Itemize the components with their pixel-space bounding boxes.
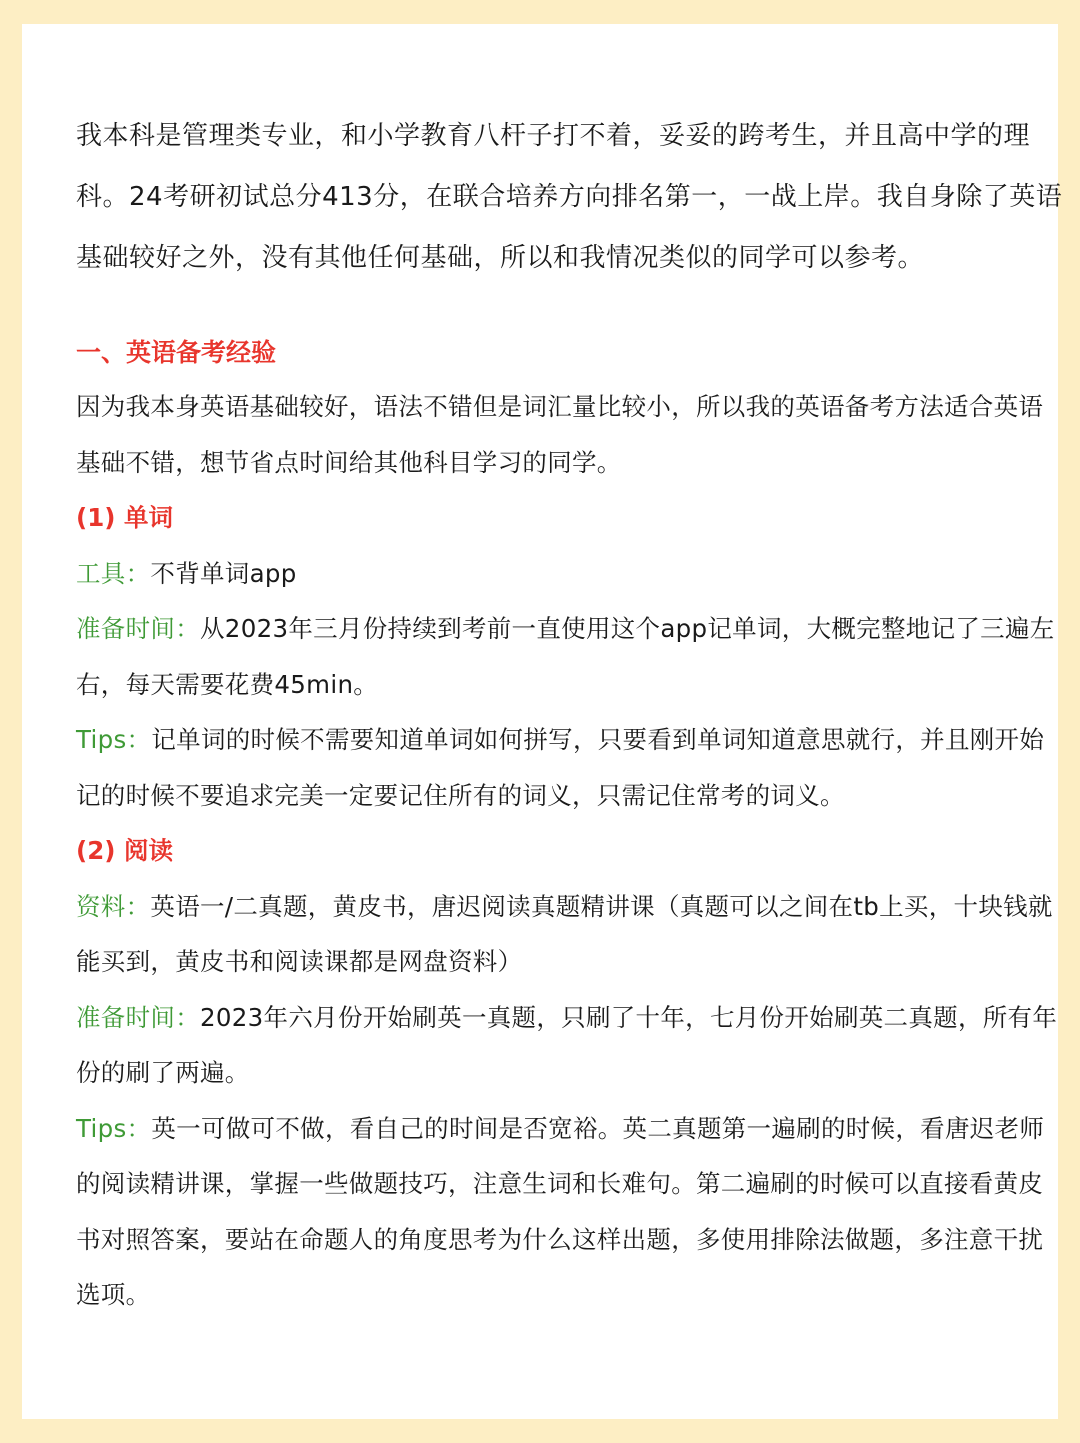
tips-text: 记单词的时候不需要知道单词如何拼写，只要看到单词知道意思就行，并且刚开始记的时候不要追求完美一定要记住所有的词义，只需记住常考的词义。 (76, 725, 1045, 810)
subsection-title-vocab: (1) 单词 (76, 503, 173, 532)
tips-label: Tips： (76, 725, 152, 754)
tool-text: 不背单词app (150, 558, 297, 588)
vocab-time-paragraph (76, 601, 1066, 712)
tool-label: 工具： (76, 558, 151, 588)
tips-label: Tips： (76, 1113, 152, 1143)
content-card (22, 24, 1063, 1419)
time-label: 准备时间： (76, 614, 200, 643)
time-text: 2023年六月份开始刷英一真题，只刷了十年，七月份开始刷英二真题，所有年份的刷了两遍。 (76, 1002, 1058, 1087)
section-intro-paragraph: 因为我本身英语基础较好，语法不错但是词汇量比较小，所以我的英语备考方法适合英语基础不错，想节省点时间给其他科目学习的同学。 (76, 392, 1044, 477)
vocab-tool-paragraph (76, 546, 1066, 602)
material-label: 资料： (76, 891, 151, 921)
intro-paragraph: 我本科是管理类专业，和小学教育八杆子打不着，妥妥的跨考生，并且高中学的理科。24考研初试总分413分，在联合培养方向排名第一，一战上岸。我自身除了英语基础较好之外，没有其他任何基础，所以和我情况类似的同学可以参考。 (76, 121, 1063, 273)
reading-time-paragraph (76, 990, 1066, 1101)
time-text: 从2023年三月份持续到考前一直使用这个app记单词，大概完整地记了三遍左右，每天需要花费45min。 (76, 614, 1055, 699)
vocab-tips-paragraph (76, 712, 1066, 823)
reading-material-paragraph (76, 879, 1066, 990)
reading-tips-paragraph (76, 1101, 1066, 1323)
time-label: 准备时间： (76, 1002, 200, 1032)
tips-text: 英一可做可不做，看自己的时间是否宽裕。英二真题第一遍刷的时候，看唐迟老师的阅读精讲课，掌握一些做题技巧，注意生词和长难句。第二遍刷的时候可以直接看黄皮书对照答案，要站在命题人的角度思考为什么这样出题，多使用排除法做题，多注意干扰选项。 (76, 1113, 1045, 1309)
section-title-english: 一、英语备考经验 (76, 338, 277, 367)
material-text: 英语一/二真题，黄皮书，唐迟阅读真题精讲课（真题可以之间在tb上买，十块钱就能买到，黄皮书和阅读课都是网盘资料） (76, 891, 1053, 976)
article-body (76, 106, 1066, 1323)
subsection-title-reading: (2) 阅读 (76, 836, 173, 865)
